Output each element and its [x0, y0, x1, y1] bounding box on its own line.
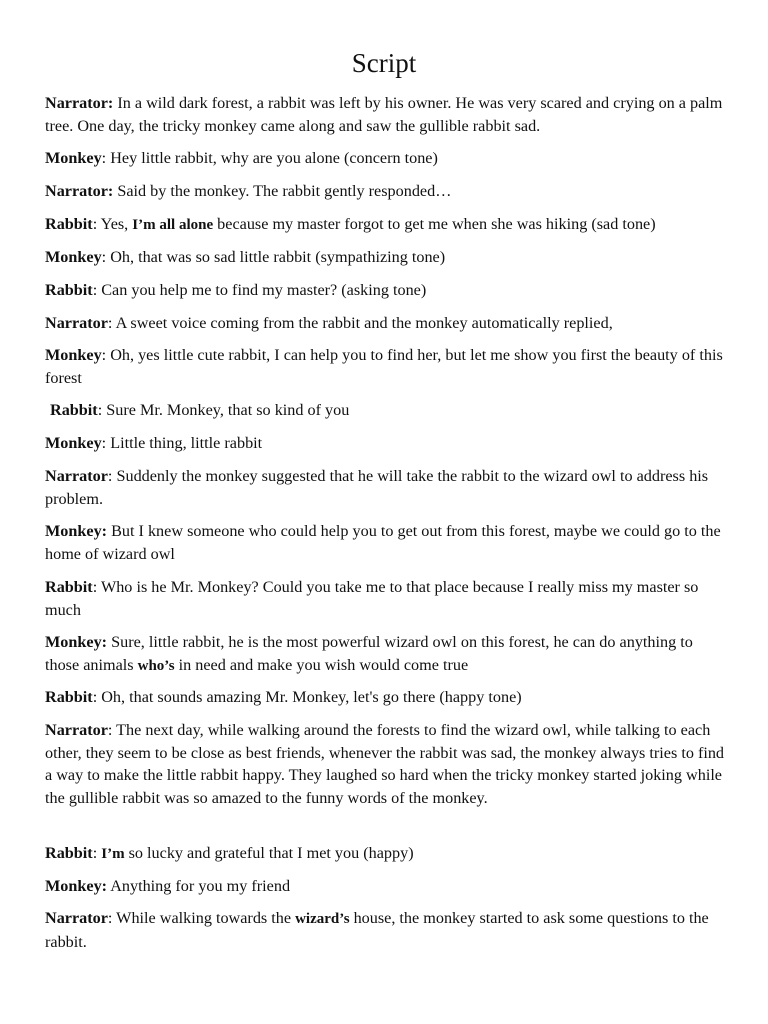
script-line: [45, 344, 725, 389]
script-line: [45, 842, 725, 866]
line-text: : Sure Mr. Monkey, that so kind of you: [97, 401, 350, 419]
line-text: in need and make you wish would come true: [174, 655, 469, 674]
speaker-label: Rabbit: [45, 578, 93, 596]
speaker-label: Monkey:: [45, 877, 108, 895]
script-line: [45, 875, 725, 898]
script-line: [45, 432, 725, 455]
line-text-pre: : While walking towards the: [107, 909, 296, 927]
script-line: [45, 147, 725, 170]
line-text: : Hey little rabbit, why are you alone (concern tone): [101, 149, 438, 167]
line-text: house, the monkey started to ask some questions to the rabbit.: [45, 909, 709, 951]
speaker-label: Monkey: [45, 434, 102, 452]
script-line: [45, 279, 725, 302]
speaker-label: Rabbit: [45, 281, 93, 299]
line-text-emphasis: who’s: [137, 657, 175, 674]
script-line: [45, 92, 725, 137]
line-text: : Suddenly the monkey suggested that he will take the rabbit to the wizard owl to address his problem.: [45, 467, 709, 508]
line-text: : Oh, that was so sad little rabbit (sympathizing tone): [101, 248, 446, 266]
speaker-label: Monkey:: [45, 633, 108, 651]
line-text-pre: Sure, little rabbit, he is the most powerful wizard owl on this forest, he can do anything to those animals: [45, 633, 693, 674]
line-text: : Can you help me to find my master? (asking tone): [92, 281, 427, 299]
line-text: because my master forgot to get me when she was hiking (sad tone): [213, 215, 656, 233]
speaker-label: Narrator:: [45, 94, 114, 112]
line-text-pre: : Yes,: [92, 215, 133, 233]
script-line: [45, 631, 725, 677]
script-line: [45, 686, 725, 709]
line-text: : Oh, that sounds amazing Mr. Monkey, let's go there (happy tone): [92, 688, 522, 706]
line-text: : Little thing, little rabbit: [101, 434, 263, 452]
script-line: [45, 180, 725, 203]
script-line: [45, 465, 725, 510]
script-line: [45, 520, 725, 565]
speaker-label: Monkey: [45, 346, 102, 364]
line-text: : Oh, yes little cute rabbit, I can help you to find her, but let me show you first the beauty of this forest: [45, 346, 723, 387]
speaker-label: Narrator: [45, 909, 108, 927]
speaker-label: Narrator: [45, 467, 108, 485]
line-text-emphasis: wizard’s: [295, 911, 350, 927]
line-text: But I knew someone who could help you to get out from this forest, maybe we could go to the home of wizard owl: [45, 522, 721, 563]
line-text-emphasis: I’m: [101, 846, 125, 862]
speaker-label: Monkey:: [45, 522, 108, 540]
line-text: so lucky and grateful that I met you (happy): [124, 844, 414, 862]
speaker-label: Rabbit: [50, 401, 98, 419]
line-text: Anything for you my friend: [107, 877, 291, 895]
script-line: [45, 312, 725, 335]
script-line: [45, 907, 725, 953]
script-line: [45, 246, 725, 269]
script-line: [45, 576, 725, 621]
page-title: Script: [351, 48, 417, 78]
line-text: : Who is he Mr. Monkey? Could you take me to that place because I really miss my master so much: [45, 578, 699, 619]
speaker-label: Narrator: [45, 314, 108, 332]
line-text-pre: :: [92, 844, 102, 862]
line-text: Said by the monkey. The rabbit gently responded…: [113, 182, 452, 200]
speaker-label: Monkey: [45, 149, 102, 167]
line-text-emphasis: I’m all alone: [132, 217, 214, 233]
line-text: In a wild dark forest, a rabbit was left by his owner. He was very scared and crying on a palm tree. One day, the tricky monkey came along and saw the gullible rabbit sad.: [45, 94, 723, 135]
speaker-label: Rabbit: [45, 844, 93, 862]
script-line: [45, 719, 725, 809]
speaker-label: Narrator:: [45, 182, 114, 200]
speaker-label: Narrator: [45, 721, 108, 739]
line-text: : A sweet voice coming from the rabbit and the monkey automatically replied,: [107, 314, 613, 332]
line-text: : The next day, while walking around the forests to find the wizard owl, while talking to each other, they seem to be close as best friends, whenever the rabbit was sad, the monkey always tries to find a way to make the little rabbit happy. They laughed so hard when the tricky monkey started joking while the gullible rabbit was so amazed to the funny words of the monkey.: [45, 721, 725, 807]
script-line: [50, 399, 725, 422]
speaker-label: Rabbit: [45, 688, 93, 706]
speaker-label: Rabbit: [45, 215, 93, 233]
script-line: [45, 213, 725, 237]
speaker-label: Monkey: [45, 248, 102, 266]
